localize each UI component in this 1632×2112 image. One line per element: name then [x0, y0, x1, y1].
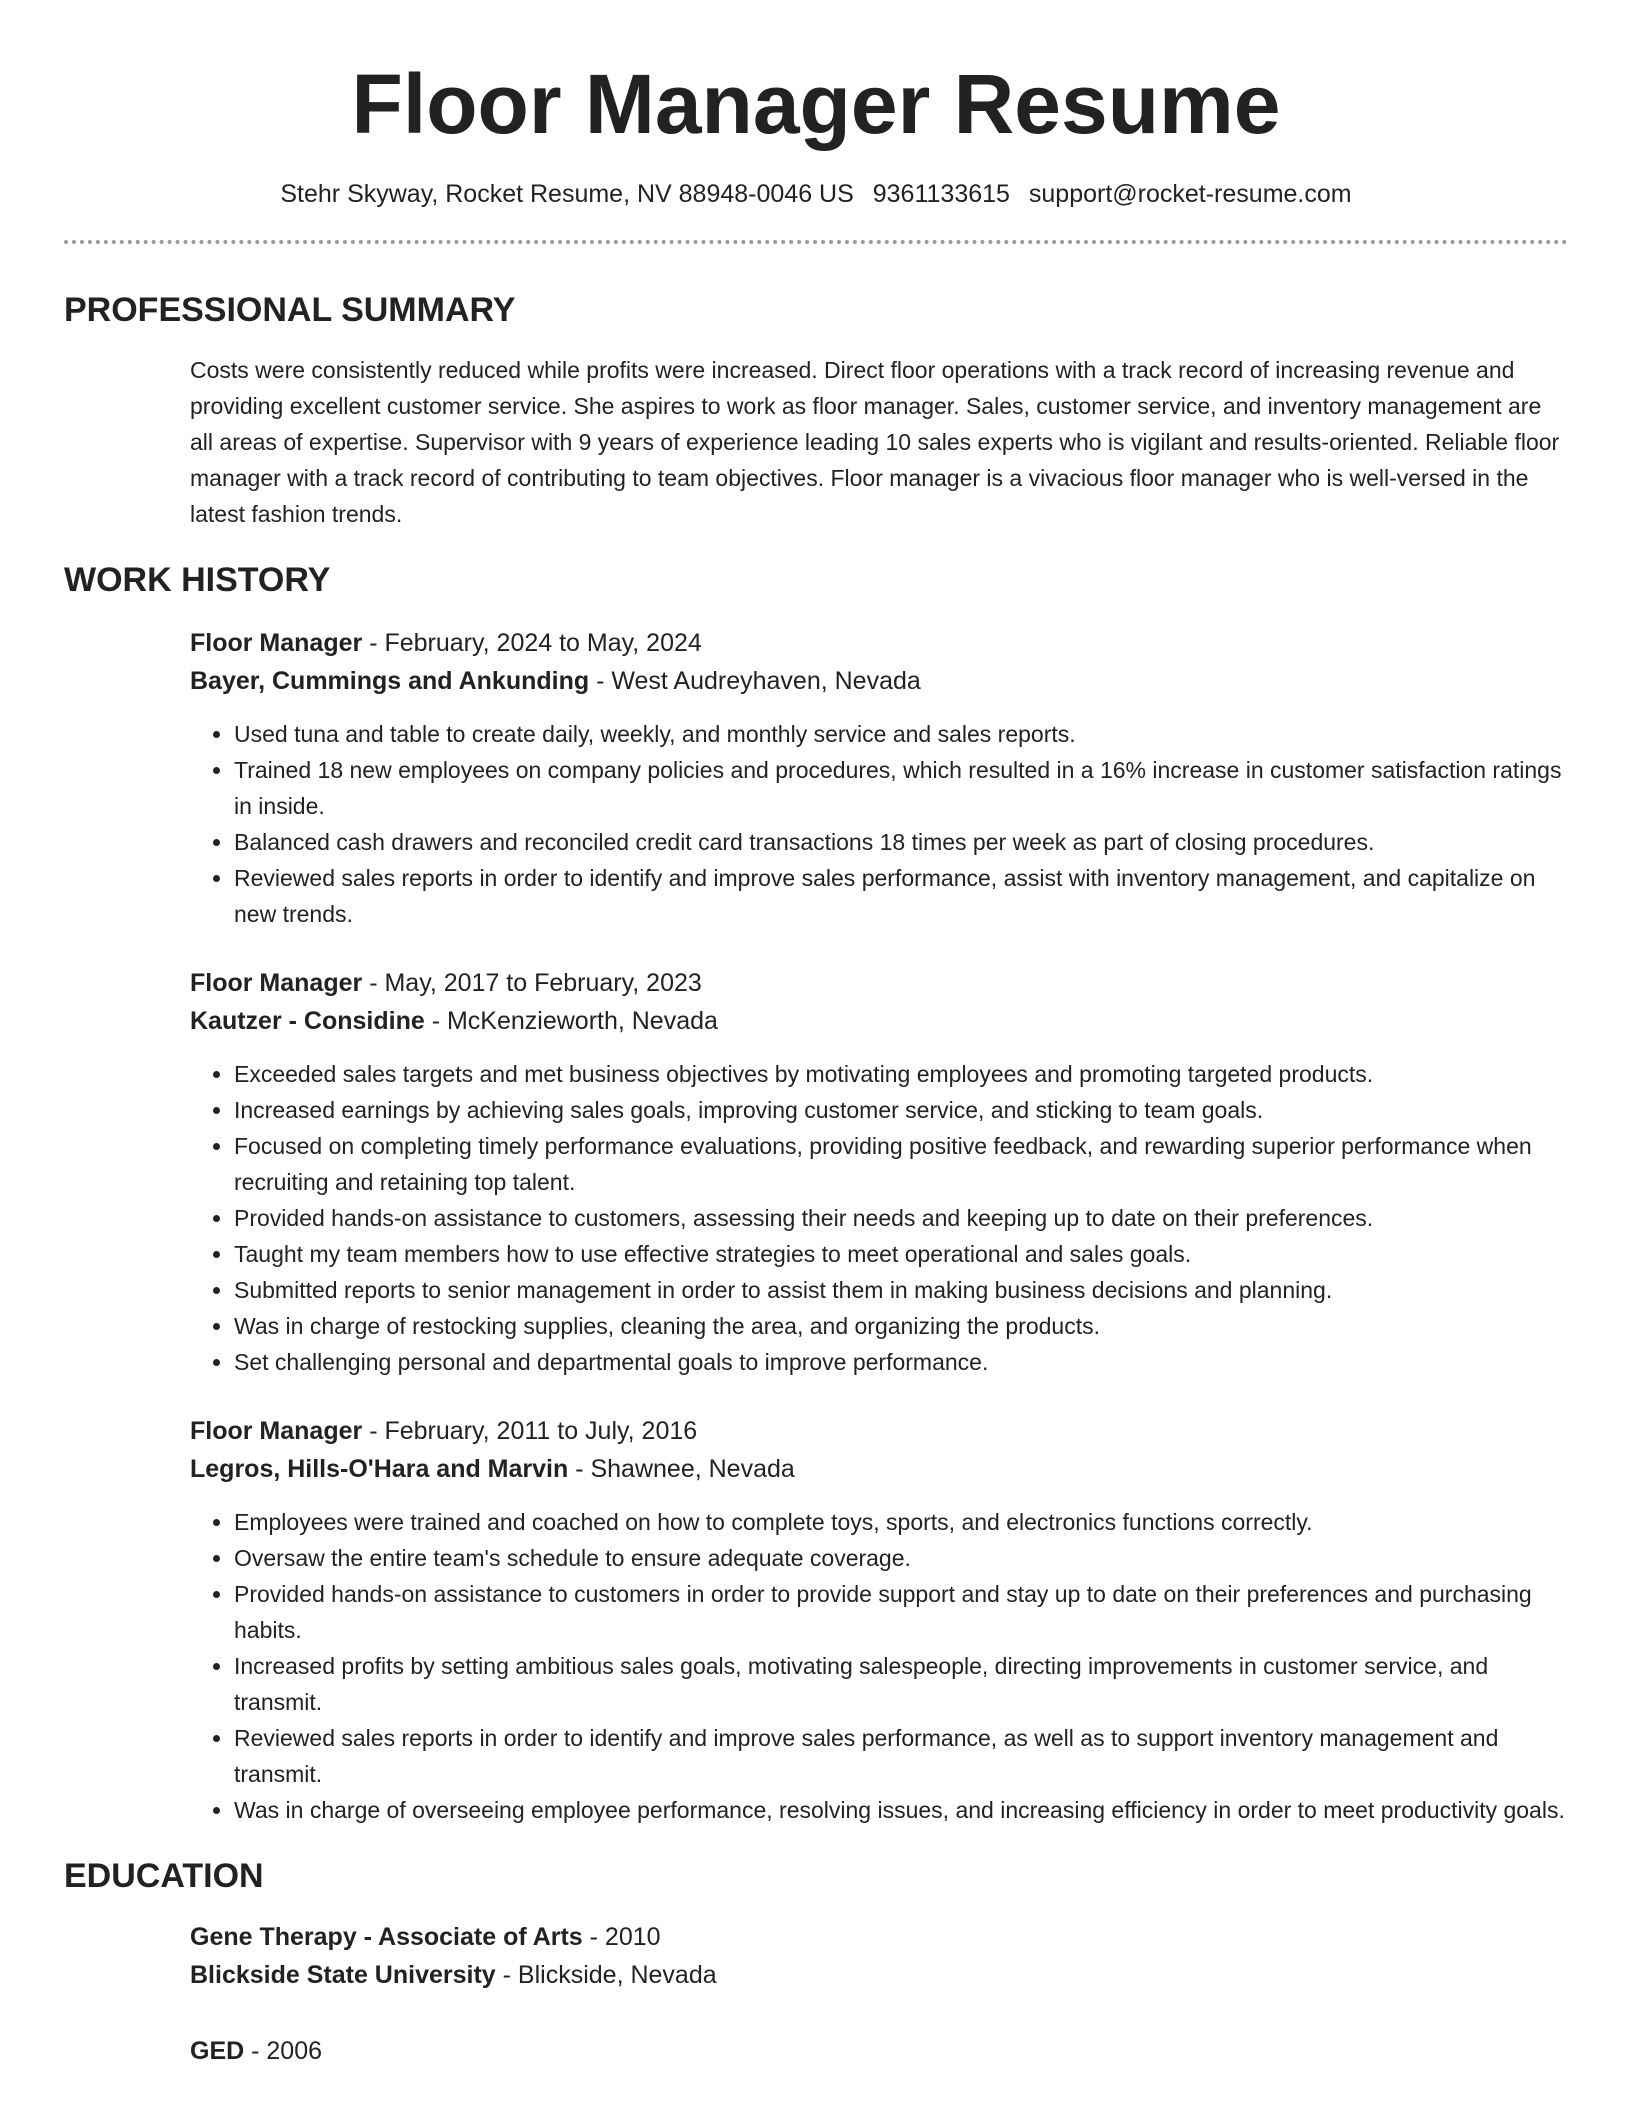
job-bullet: • Increased profits by setting ambitious sales goals, motivating salespeople, directing improvements in customer service, and transmit.: [234, 1648, 1568, 1720]
education-degree-line: [190, 2032, 1568, 2070]
job-bullet: • Reviewed sales reports in order to identify and improve sales performance, as well as to support inventory management and transmit.: [234, 1720, 1568, 1792]
job-bullet: • Provided hands-on assistance to customers in order to provide support and stay up to date on their preferences and purchasing habits.: [234, 1576, 1568, 1648]
job-company: Bayer, Cummings and Ankunding: [190, 667, 590, 695]
job-title-line: [190, 964, 1568, 1002]
job-bullet: • Was in charge of restocking supplies, cleaning the area, and organizing the products.: [234, 1308, 1568, 1344]
contact-phone: 9361133615: [872, 180, 1010, 208]
contact-line: [64, 178, 1568, 210]
job-location: - West Audreyhaven, Nevada: [589, 667, 921, 695]
job-bullets: [190, 1504, 1568, 1828]
job-title: Floor Manager: [190, 1417, 363, 1445]
job-entry: [190, 624, 1568, 932]
job-bullet: • Was in charge of overseeing employee performance, resolving issues, and increasing efficiency in order to meet productivity goals.: [234, 1792, 1568, 1828]
header-divider: [64, 240, 1568, 244]
resume-page: [64, 0, 1568, 2070]
education-location: - Blickside, Nevada: [495, 1961, 717, 1989]
job-company-line: [190, 1002, 1568, 1040]
education-school-line: [190, 1956, 1568, 1994]
education-entry: [190, 1918, 1568, 1994]
education-year: - 2010: [582, 1923, 661, 1951]
contact-email: support@rocket-resume.com: [1028, 180, 1352, 208]
job-title-line: [190, 624, 1568, 662]
job-bullet: • Taught my team members how to use effective strategies to meet operational and sales goals.: [234, 1236, 1568, 1272]
summary-text: Costs were consistently reduced while profits were increased. Direct floor operations with a track record of increasing revenue and providing excellent customer service. She aspires to work as floor manager. Sales, customer service, and inventory management are all areas of expertise. Supervisor with 9 years of experience leading 10 sales experts who is vigilant and results-oriented. Reliable floor manager with a track record of contributing to team objectives. Floor manager is a vivacious floor manager who is well-versed in the latest fashion trends.: [190, 357, 1560, 527]
education-heading: EDUCATION: [64, 1857, 264, 1895]
job-bullet: • Balanced cash drawers and reconciled credit card transactions 18 times per week as part of closing procedures.: [234, 824, 1568, 860]
education-degree: Gene Therapy - Associate of Arts: [190, 1923, 583, 1951]
job-bullet: • Oversaw the entire team's schedule to ensure adequate coverage.: [234, 1540, 1568, 1576]
summary-heading: PROFESSIONAL SUMMARY: [64, 291, 516, 329]
job-bullet: • Reviewed sales reports in order to identify and improve sales performance, assist with inventory management, and capitalize on new trends.: [234, 860, 1568, 932]
job-location: - Shawnee, Nevada: [568, 1455, 795, 1483]
education-degree-line: [190, 1918, 1568, 1956]
job-company: Kautzer - Considine: [190, 1007, 425, 1035]
job-bullets: [190, 716, 1568, 932]
job-entry: [190, 964, 1568, 1380]
job-bullet: • Used tuna and table to create daily, weekly, and monthly service and sales reports.: [234, 716, 1568, 752]
job-bullet: • Submitted reports to senior management in order to assist them in making business decisions and planning.: [234, 1272, 1568, 1308]
education-degree: GED: [190, 2037, 245, 2065]
job-bullet: • Employees were trained and coached on how to complete toys, sports, and electronics functions correctly.: [234, 1504, 1568, 1540]
job-dates: - February, 2011 to July, 2016: [362, 1417, 698, 1445]
contact-address: Stehr Skyway, Rocket Resume, NV 88948-0046 US: [280, 180, 854, 208]
job-bullet: • Provided hands-on assistance to customers, assessing their needs and keeping up to date on their preferences.: [234, 1200, 1568, 1236]
job-bullet: • Exceeded sales targets and met business objectives by motivating employees and promoting targeted products.: [234, 1056, 1568, 1092]
job-bullet: • Focused on completing timely performance evaluations, providing positive feedback, and rewarding superior performance when recruiting and retaining top talent.: [234, 1128, 1568, 1200]
job-bullet: • Increased earnings by achieving sales goals, improving customer service, and sticking to team goals.: [234, 1092, 1568, 1128]
job-bullets: [190, 1056, 1568, 1380]
education-school: Blickside State University: [190, 1961, 496, 1989]
education-year: - 2006: [244, 2037, 323, 2065]
education-entry: [190, 2032, 1568, 2070]
resume-title: Floor Manager Resume: [351, 57, 1281, 151]
job-company: Legros, Hills-O'Hara and Marvin: [190, 1455, 569, 1483]
job-company-line: [190, 662, 1568, 700]
job-bullet: • Set challenging personal and departmental goals to improve performance.: [234, 1344, 1568, 1380]
work-history-heading: WORK HISTORY: [64, 561, 331, 599]
job-title: Floor Manager: [190, 629, 363, 657]
job-dates: - February, 2024 to May, 2024: [362, 629, 702, 657]
job-dates: - May, 2017 to February, 2023: [362, 969, 702, 997]
job-entry: [190, 1412, 1568, 1828]
job-bullet: • Trained 18 new employees on company policies and procedures, which resulted in a 16% increase in customer satisfaction ratings in inside.: [234, 752, 1568, 824]
job-title-line: [190, 1412, 1568, 1450]
job-location: - McKenzieworth, Nevada: [424, 1007, 718, 1035]
job-company-line: [190, 1450, 1568, 1488]
job-title: Floor Manager: [190, 969, 363, 997]
